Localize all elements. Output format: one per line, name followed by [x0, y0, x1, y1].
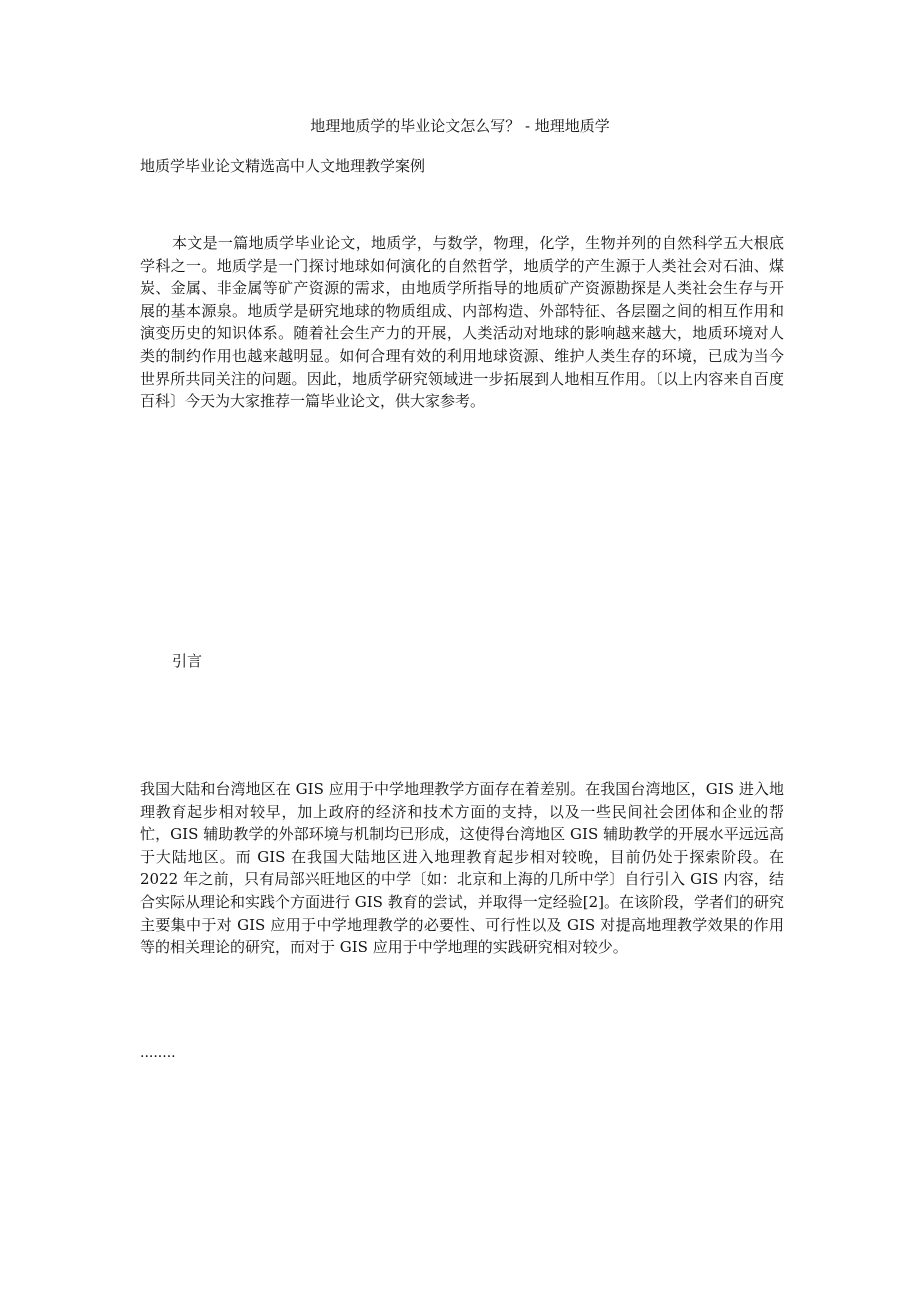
intro-paragraph: 我国大陆和台湾地区在 GIS 应用于中学地理教学方面存在着差别。在我国台湾地区，GIS 进入地理教育起步相对较早，加上政府的经济和技术方面的支持，以及一些民间社会团体和企业的帮忙，GIS 辅助教学的外部环境与机制均已形成，这使得台湾地区 GIS 辅助教学的开展水平远远高于大陆地区。而 GIS 在我国大陆地区进入地理教育起步相对较晚，目前仍处于探索阶段。在 2022 年之前，只有局部兴旺地区的中学〔如：北京和上海的几所中学〕自行引入 GIS 内容，结合实际从理论和实践个方面进行 GIS 教育的尝试，并取得一定经验[2]。在该阶段，学者们的研究主要集中于对 GIS 应用于中学地理教学的必要性、可行性以及 GIS 对提高地理教学效果的作用等的相关理论的研究，而对于 GIS 应用于中学地理的实践研究相对较少。 — [140, 780, 784, 957]
continuation-ellipsis: ........ — [140, 1045, 176, 1061]
document-title: 地理地质学的毕业论文怎么写？ - 地理地质学 — [310, 117, 610, 135]
intro-heading: 引言 — [172, 652, 203, 670]
document-subtitle: 地质学毕业论文精选高中人文地理教学案例 — [140, 157, 426, 175]
abstract-paragraph: 本文是一篇地质学毕业论文，地质学，与数学，物理，化学，生物并列的自然科学五大根底学科之一。地质学是一门探讨地球如何演化的自然哲学，地质学的产生源于人类社会对石油、煤炭、金属、非金属等矿产资源的需求，由地质学所指导的地质矿产资源勘探是人类社会生存与开展的基本源泉。地质学是研究地球的物质组成、内部构造、外部特征、各层圈之间的相互作用和演变历史的知识体系。随着社会生产力的开展，人类活动对地球的影响越来越大，地质环境对人类的制约作用也越来越明显。如何合理有效的利用地球资源、维护人类生存的环境，已成为当今世界所共同关注的问题。因此，地质学研究领域进一步拓展到人地相互作用。〔以上内容来自百度百科〕今天为大家推荐一篇毕业论文，供大家参考。 — [140, 234, 784, 411]
